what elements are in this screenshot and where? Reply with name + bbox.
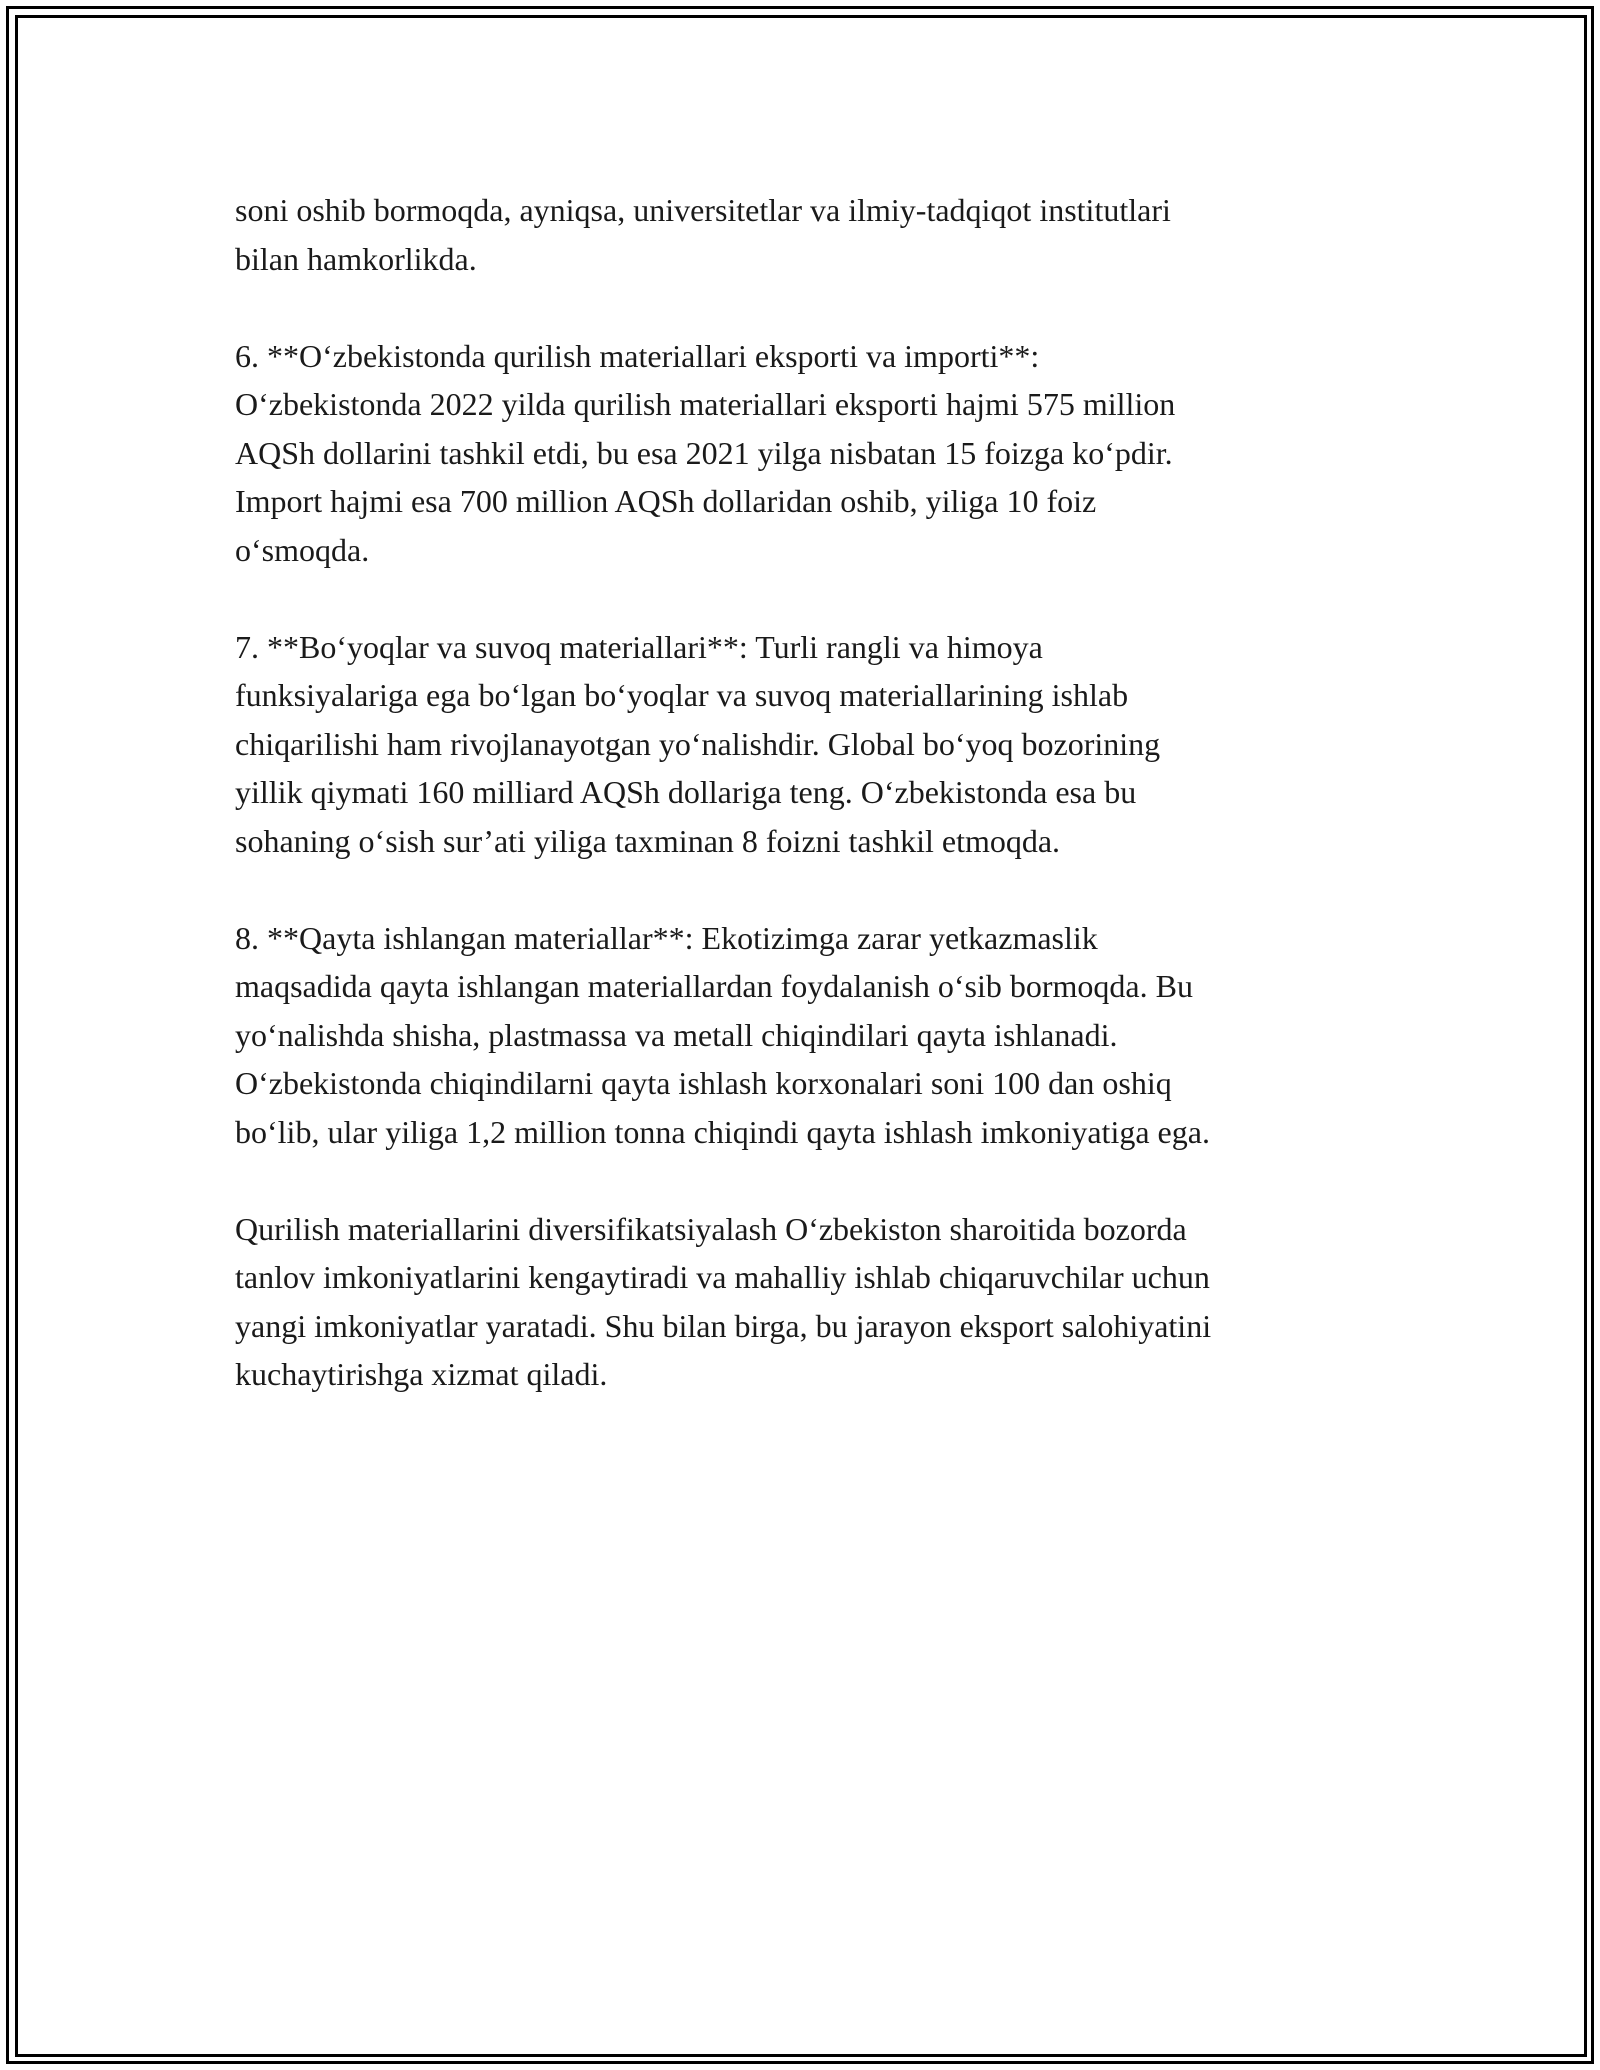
text-line: maqsadida qayta ishlangan materiallardan foydalanish o‘sib bormoqda. Bu — [235, 968, 1193, 1004]
paragraph-item-7 — [235, 623, 1365, 866]
text-line: o‘smoqda. — [235, 531, 370, 568]
text-line: funksiyalariga ega bo‘lgan bo‘yoqlar va suvoq materiallarining ishlab — [235, 677, 1129, 713]
paragraph-conclusion — [235, 1205, 1365, 1399]
text-line: bo‘lib, ular yiliga 1,2 million tonna chiqindi qayta ishlash imkoniyatiga ega. — [235, 1113, 1210, 1150]
text-line: 8. **Qayta ishlangan materiallar**: Ekotizimga zarar yetkazmaslik — [235, 919, 1098, 956]
text-line: kuchaytirishga xizmat qiladi. — [235, 1356, 608, 1392]
text-line: Qurilish materiallarini diversifikatsiyalash O‘zbekiston sharoitida bozorda — [235, 1210, 1187, 1247]
text-line: soni oshib bormoqda, ayniqsa, universitetlar va ilmiy-tadqiqot institutlari — [235, 192, 1171, 228]
text-line: sohaning o‘sish sur’ati yiliga taxminan 8 foizni tashkil etmoqda. — [235, 822, 1061, 859]
text-line: chiqarilishi ham rivojlanayotgan yo‘nalishdir. Global bo‘yoq bozorining — [235, 725, 1161, 762]
text-line: yangi imkoniyatlar yaratadi. Shu bilan birga, bu jarayon eksport salohiyatini — [235, 1307, 1212, 1344]
text-line: 7. **Bo‘yoqlar va suvoq materiallari**: Turli rangli va himoya — [235, 628, 1043, 665]
text-line: bilan hamkorlikda. — [235, 240, 477, 277]
text-line: O‘zbekistonda 2022 yilda qurilish materiallari eksporti hajmi 575 million — [235, 386, 1176, 422]
text-line: Import hajmi esa 700 million AQSh dollaridan oshib, yiliga 10 foiz — [235, 483, 1097, 519]
text-line: AQSh dollarini tashkil etdi, bu esa 2021 yilga nisbatan 15 foizga ko‘pdir. — [235, 434, 1173, 471]
paragraph-item-8 — [235, 914, 1365, 1157]
text-line: tanlov imkoniyatlarini kengaytiradi va mahalliy ishlab chiqaruvchilar uchun — [235, 1259, 1210, 1295]
document-body — [235, 186, 1365, 1447]
paragraph-continuation — [235, 186, 1365, 283]
text-line: 6. **O‘zbekistonda qurilish materiallari eksporti va importi**: — [235, 337, 1040, 374]
text-line: yillik qiymati 160 milliard AQSh dollariga teng. O‘zbekistonda esa bu — [235, 774, 1137, 810]
paragraph-item-6 — [235, 332, 1365, 575]
text-line: yo‘nalishda shisha, plastmassa va metall chiqindilari qayta ishlanadi. — [235, 1016, 1118, 1053]
text-line: O‘zbekistonda chiqindilarni qayta ishlash korxonalari soni 100 dan oshiq — [235, 1065, 1172, 1101]
